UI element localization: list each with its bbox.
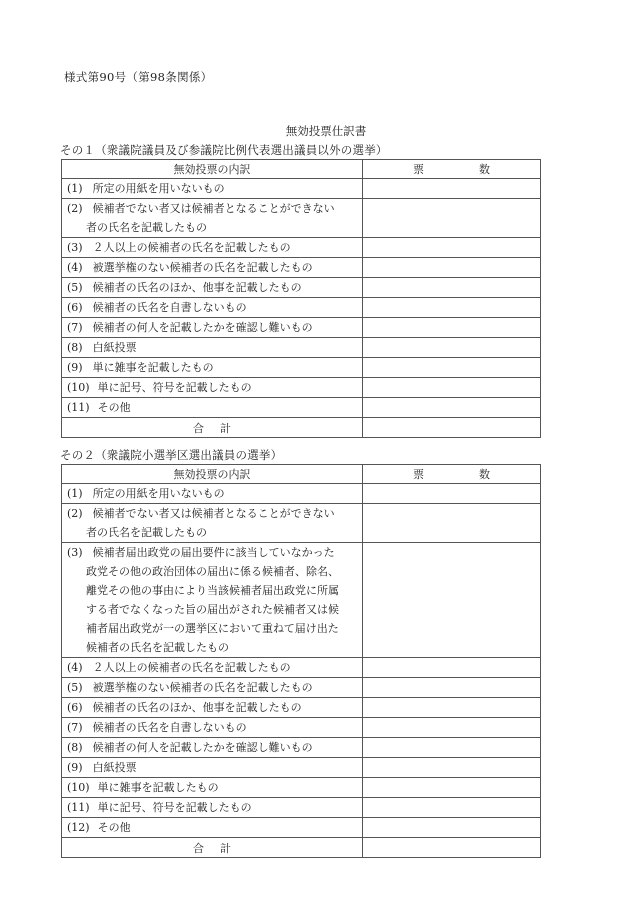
breakdown-cell	[62, 678, 363, 698]
table-row	[62, 338, 541, 358]
item-number: (4)	[67, 261, 83, 274]
breakdown-cell	[62, 718, 363, 738]
item-number: (6)	[67, 701, 83, 714]
votes-cell[interactable]	[363, 179, 541, 199]
item-number: (1)	[67, 487, 83, 500]
item-text: 候補者届出政党の届出要件に該当していなかった	[92, 546, 335, 559]
table-row	[62, 238, 541, 258]
breakdown-cell	[62, 698, 363, 718]
item-text: 補者届出政党が一の選挙区において重ねて届け出た	[86, 622, 339, 635]
item-number: (11)	[67, 801, 90, 814]
table-row	[62, 298, 541, 318]
votes-cell[interactable]	[363, 818, 541, 838]
document-title: 無効投票仕訳書	[285, 124, 367, 138]
item-text: 候補者の何人を記載したかを確認し難いもの	[92, 741, 313, 754]
item-number: (12)	[67, 821, 90, 834]
item-number: (5)	[67, 281, 83, 294]
breakdown-cell	[62, 199, 363, 238]
table-row	[62, 758, 541, 778]
breakdown-cell	[62, 238, 363, 258]
votes-cell[interactable]	[363, 318, 541, 338]
item-text: 候補者でない者又は候補者となることができない	[92, 202, 335, 215]
breakdown-cell	[62, 278, 363, 298]
breakdown-header: 無効投票の内訳	[62, 160, 363, 179]
form-number: 様式第90号（第98条関係）	[64, 70, 213, 84]
breakdown-cell	[62, 179, 363, 199]
item-number: (6)	[67, 301, 83, 314]
item-text: 候補者の氏名のほか、他事を記載したもの	[92, 701, 302, 714]
section2-title: その２（衆議院小選挙区選出議員の選挙）	[60, 448, 283, 462]
item-text: ２人以上の候補者の氏名を記載したもの	[92, 661, 291, 674]
votes-cell[interactable]	[363, 698, 541, 718]
total-votes-cell[interactable]	[363, 418, 541, 438]
votes-cell[interactable]	[363, 358, 541, 378]
breakdown-cell	[62, 318, 363, 338]
breakdown-cell	[62, 378, 363, 398]
breakdown-cell	[62, 398, 363, 418]
item-text: 被選挙権のない候補者の氏名を記載したもの	[92, 261, 313, 274]
table-row	[62, 398, 541, 418]
breakdown-cell	[62, 798, 363, 818]
table-header-row	[62, 465, 541, 484]
votes-cell[interactable]	[363, 378, 541, 398]
item-number: (2)	[67, 202, 83, 215]
breakdown-cell	[62, 258, 363, 278]
votes-cell[interactable]	[363, 398, 541, 418]
table-row	[62, 378, 541, 398]
votes-cell[interactable]	[363, 678, 541, 698]
votes-cell[interactable]	[363, 298, 541, 318]
table-row	[62, 358, 541, 378]
table-row	[62, 778, 541, 798]
table-row	[62, 738, 541, 758]
breakdown-cell	[62, 543, 363, 658]
votes-cell[interactable]	[363, 543, 541, 658]
item-text: 候補者の何人を記載したかを確認し難いもの	[92, 321, 313, 334]
item-number: (10)	[67, 381, 90, 394]
item-number: (8)	[67, 341, 83, 354]
item-text: 単に雑事を記載したもの	[97, 781, 219, 794]
item-number: (9)	[67, 361, 83, 374]
votes-cell[interactable]	[363, 718, 541, 738]
votes-cell[interactable]	[363, 338, 541, 358]
breakdown-cell	[62, 504, 363, 543]
item-number: (4)	[67, 661, 83, 674]
item-number: (2)	[67, 507, 83, 520]
votes-header: 票 数	[363, 465, 541, 484]
item-number: (7)	[67, 321, 83, 334]
total-row	[62, 838, 541, 858]
item-number: (3)	[67, 241, 83, 254]
votes-cell[interactable]	[363, 798, 541, 818]
table-row	[62, 318, 541, 338]
votes-cell[interactable]	[363, 238, 541, 258]
breakdown-cell	[62, 484, 363, 504]
item-text: 候補者でない者又は候補者となることができない	[92, 507, 335, 520]
total-label: 合計	[62, 418, 363, 438]
item-text: 所定の用紙を用いないもの	[92, 487, 225, 500]
item-text: 候補者の氏名のほか、他事を記載したもの	[92, 281, 302, 294]
item-text: その他	[97, 401, 131, 414]
item-text: 離党その他の事由により当該候補者届出政党に所属	[86, 584, 339, 597]
item-number: (8)	[67, 741, 83, 754]
section1-table	[61, 159, 541, 438]
votes-cell[interactable]	[363, 758, 541, 778]
votes-cell[interactable]	[363, 199, 541, 238]
item-text: する者でなくなった旨の届出がされた候補者又は候	[86, 603, 339, 616]
votes-cell[interactable]	[363, 658, 541, 678]
breakdown-cell	[62, 658, 363, 678]
item-number: (7)	[67, 721, 83, 734]
item-text: 白紙投票	[92, 341, 137, 354]
item-text: 候補者の氏名を自書しないもの	[92, 301, 247, 314]
item-text: 候補者の氏名を記載したもの	[86, 641, 229, 654]
item-text: 被選挙権のない候補者の氏名を記載したもの	[92, 681, 313, 694]
item-number: (1)	[67, 182, 83, 195]
table-row	[62, 798, 541, 818]
item-number: (10)	[67, 781, 90, 794]
votes-cell[interactable]	[363, 484, 541, 504]
breakdown-cell	[62, 738, 363, 758]
table-row	[62, 199, 541, 238]
table-row	[62, 818, 541, 838]
table-row	[62, 258, 541, 278]
item-text: 所定の用紙を用いないもの	[92, 182, 225, 195]
item-text: 単に記号、符号を記載したもの	[97, 381, 252, 394]
item-text: ２人以上の候補者の氏名を記載したもの	[92, 241, 291, 254]
item-number: (5)	[67, 681, 83, 694]
votes-header: 票 数	[363, 160, 541, 179]
table-row	[62, 678, 541, 698]
total-label: 合計	[62, 838, 363, 858]
item-number: (9)	[67, 761, 83, 774]
votes-cell[interactable]	[363, 504, 541, 543]
breakdown-cell	[62, 338, 363, 358]
table-row	[62, 658, 541, 678]
table-row	[62, 504, 541, 543]
total-votes-cell[interactable]	[363, 838, 541, 858]
votes-cell[interactable]	[363, 778, 541, 798]
item-text: 者の氏名を記載したもの	[86, 526, 207, 539]
votes-cell[interactable]	[363, 738, 541, 758]
table-row	[62, 543, 541, 658]
table-header-row	[62, 160, 541, 179]
breakdown-header: 無効投票の内訳	[62, 465, 363, 484]
table-row	[62, 718, 541, 738]
item-number: (11)	[67, 401, 90, 414]
breakdown-cell	[62, 298, 363, 318]
total-row	[62, 418, 541, 438]
item-text: 単に雑事を記載したもの	[92, 361, 214, 374]
breakdown-cell	[62, 818, 363, 838]
item-text: 候補者の氏名を自書しないもの	[92, 721, 247, 734]
breakdown-cell	[62, 358, 363, 378]
section2-table	[61, 464, 541, 858]
item-text: 者の氏名を記載したもの	[86, 221, 207, 234]
item-text: 政党その他の政治団体の届出に係る候補者、除名、	[86, 565, 339, 578]
votes-cell[interactable]	[363, 278, 541, 298]
item-text: その他	[97, 821, 131, 834]
table-row	[62, 484, 541, 504]
table-row	[62, 179, 541, 199]
breakdown-cell	[62, 758, 363, 778]
section1-title: その１（衆議院議員及び参議院比例代表選出議員以外の選挙）	[60, 143, 388, 157]
table-row	[62, 698, 541, 718]
votes-cell[interactable]	[363, 258, 541, 278]
item-text: 白紙投票	[92, 761, 137, 774]
breakdown-cell	[62, 778, 363, 798]
table-row	[62, 278, 541, 298]
item-number: (3)	[67, 546, 83, 559]
item-text: 単に記号、符号を記載したもの	[97, 801, 252, 814]
